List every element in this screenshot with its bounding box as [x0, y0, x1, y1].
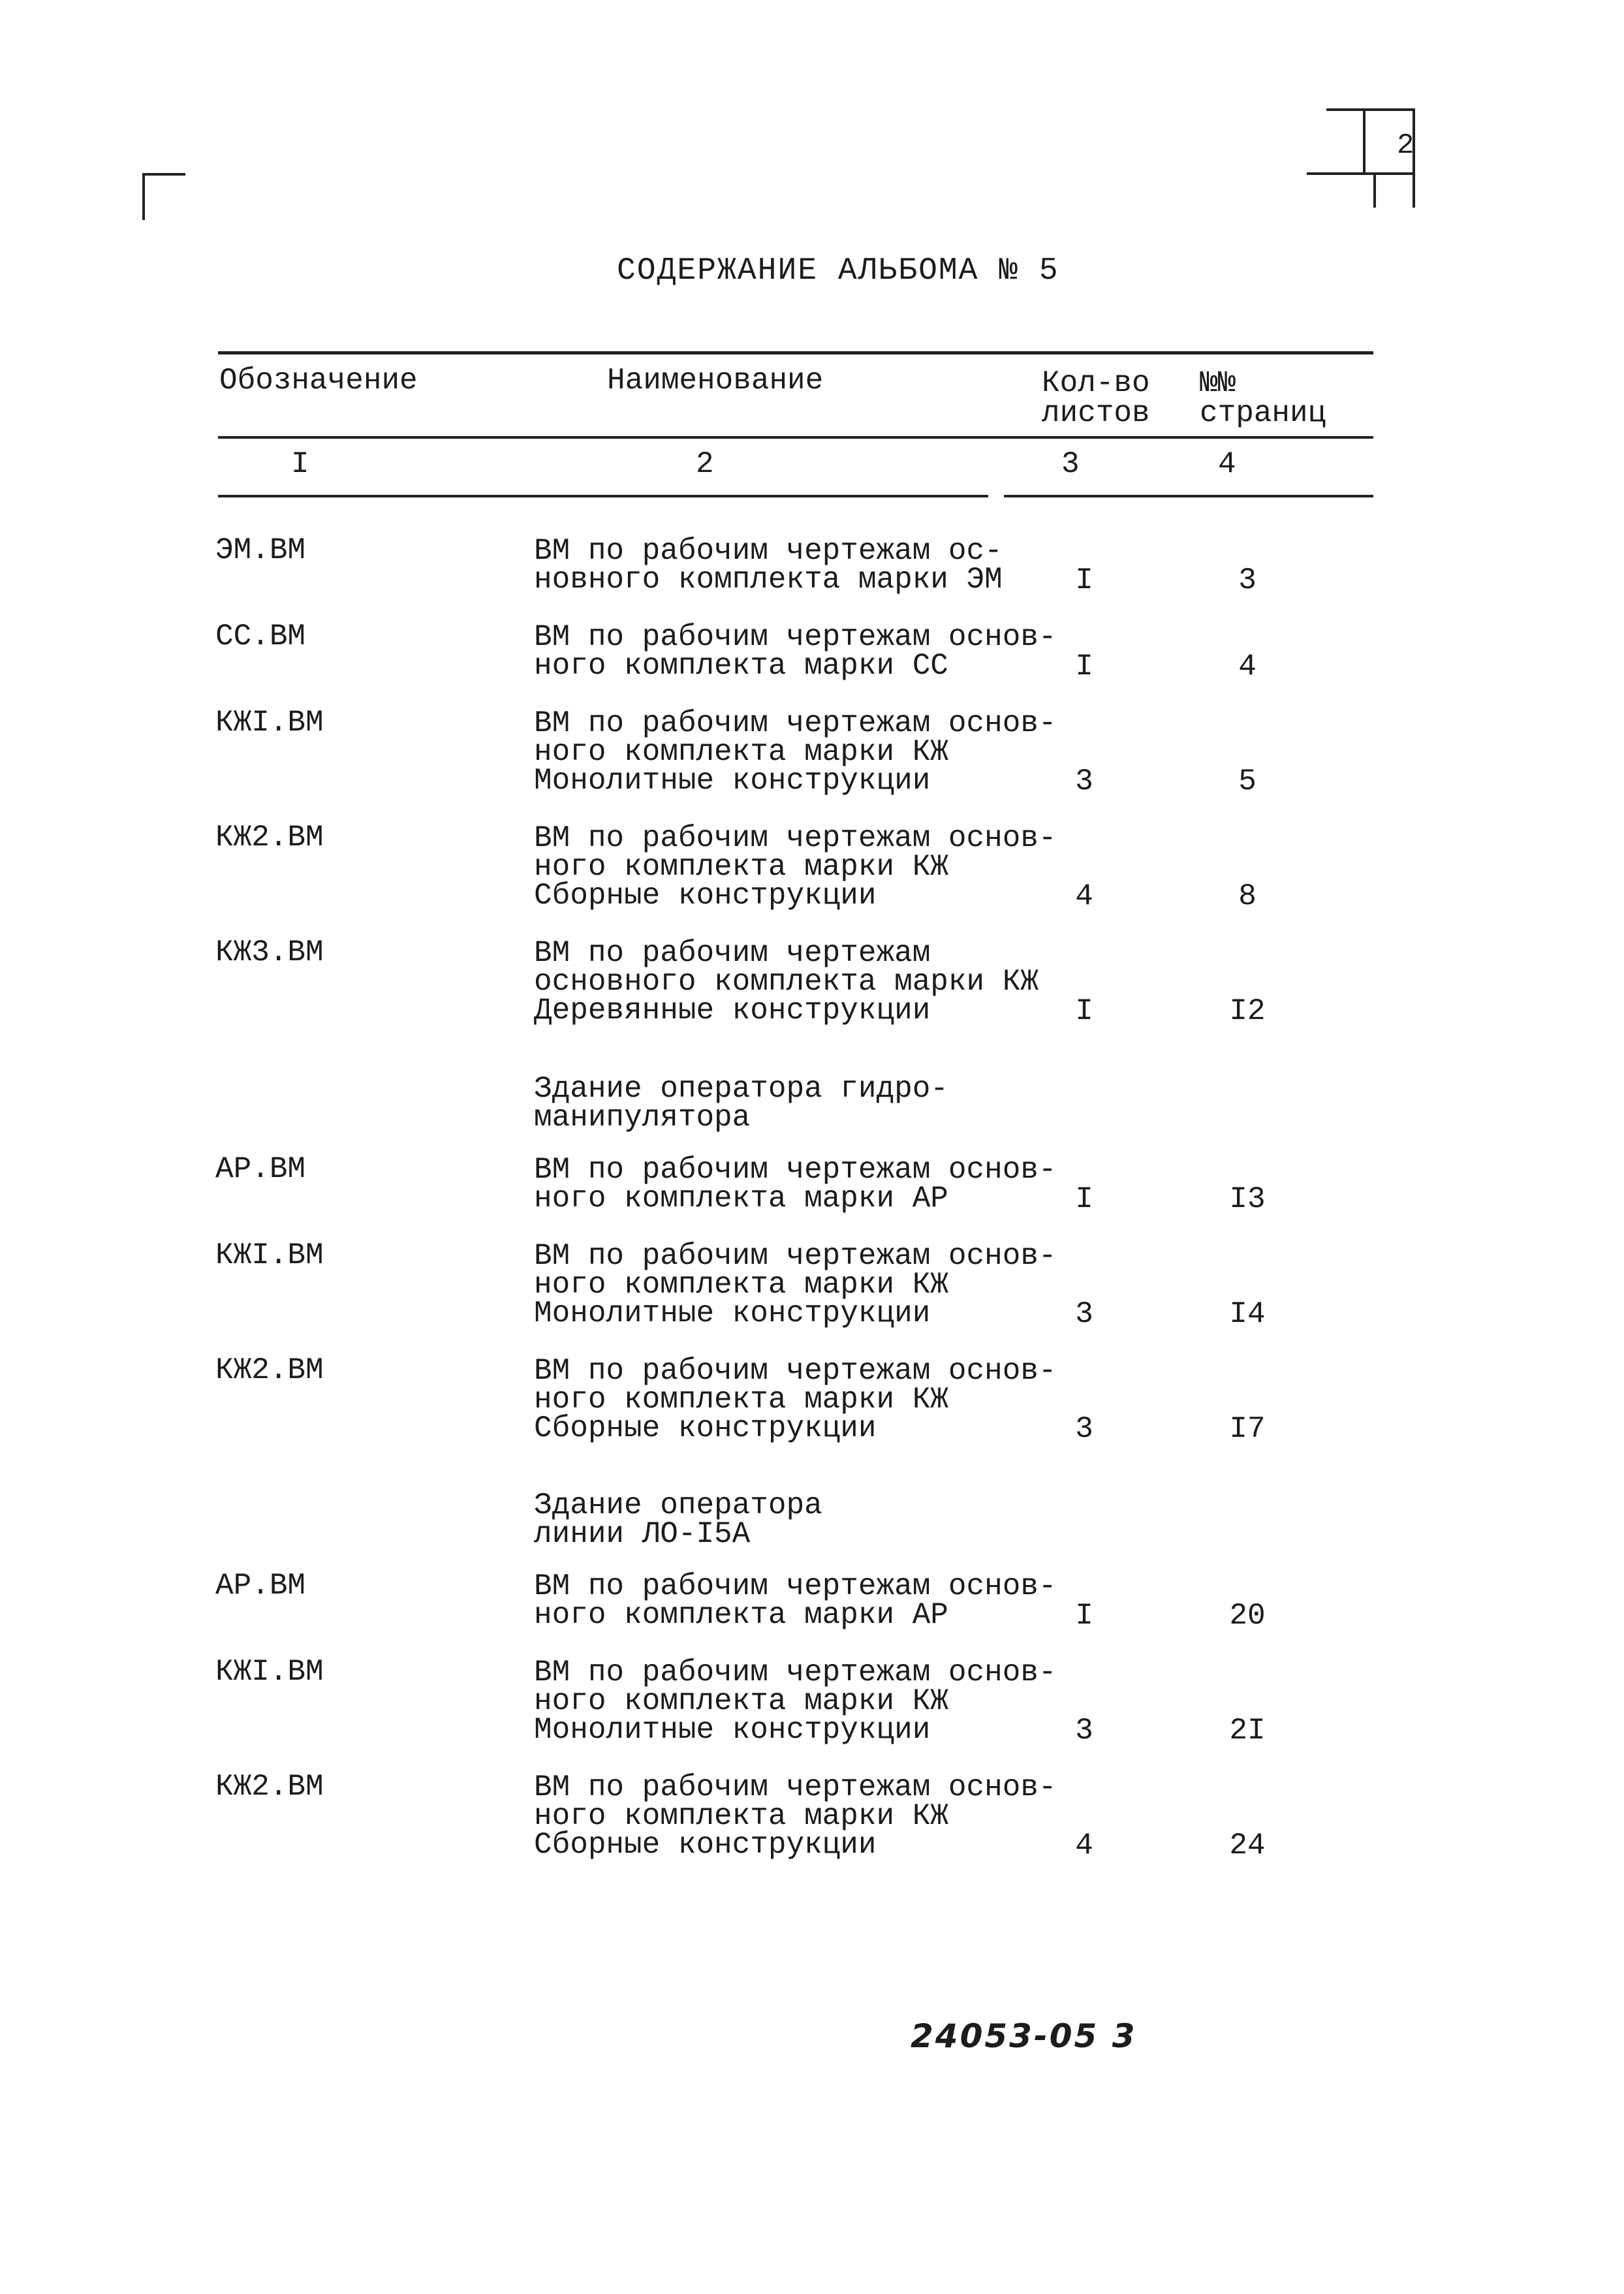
stamp-bottom-line	[1307, 172, 1415, 175]
document-code: 24053-05 3	[911, 2017, 1137, 2055]
row-pages: 3	[1238, 563, 1257, 597]
row-sheets: 3	[1075, 1297, 1093, 1331]
row-sheets: I	[1075, 650, 1093, 683]
row-sheets: 4	[1075, 879, 1093, 913]
header-designation: Обозначение	[219, 364, 418, 398]
row-code: АР.ВМ	[215, 1152, 306, 1186]
section-heading: Здание оператора гидро- манипулятора	[534, 1072, 948, 1135]
row-name: ВМ по рабочим чертежам основ- ного комплекта марки КЖ Сборные конструкции	[534, 1770, 1057, 1862]
column-number-3: 3	[1061, 447, 1080, 481]
row-code: КЖI.ВМ	[215, 1238, 324, 1272]
row-code: КЖI.ВМ	[215, 706, 324, 740]
row-code: КЖ2.ВМ	[215, 1770, 324, 1804]
row-pages: 8	[1238, 879, 1257, 913]
row-code: КЖI.ВМ	[215, 1655, 324, 1689]
row-pages: 5	[1238, 764, 1257, 798]
row-name: ВМ по рабочим чертежам основ- ного комплекта марки КЖ Сборные конструкции	[534, 1354, 1057, 1445]
row-sheets: 4	[1075, 1829, 1093, 1862]
row-code: КЖ3.ВМ	[215, 935, 324, 969]
header-name: Наименование	[607, 364, 824, 398]
row-name: ВМ по рабочим чертежам основ- ного комплекта марки АР	[534, 1569, 1057, 1632]
row-sheets: 3	[1075, 764, 1093, 798]
row-name: ВМ по рабочим чертежам основного комплекта марки КЖ Деревянные конструкции	[534, 936, 1038, 1028]
row-pages: 4	[1238, 650, 1257, 683]
header-bottom-rule	[218, 436, 1373, 439]
row-name: ВМ по рабочим чертежам основ- ного комплекта марки КЖ Сборные конструкции	[534, 821, 1057, 913]
row-pages: 24	[1229, 1829, 1266, 1862]
column-number-1: I	[291, 447, 309, 481]
header-pages: №№ страниц	[1200, 366, 1326, 430]
corner-mark-horizontal	[142, 173, 185, 176]
row-pages: I4	[1229, 1297, 1266, 1331]
row-name: ВМ по рабочим чертежам основ- ного комплекта марки СС	[534, 620, 1057, 683]
stamp-left-line	[1363, 108, 1366, 174]
page-number: 2	[1397, 129, 1414, 162]
row-sheets: 3	[1075, 1412, 1093, 1446]
row-sheets: I	[1075, 563, 1093, 597]
row-pages: 20	[1229, 1599, 1266, 1633]
column-number-2: 2	[696, 447, 714, 481]
column-number-4: 4	[1218, 447, 1236, 481]
row-code: КЖ2.ВМ	[215, 1353, 324, 1387]
row-name: ВМ по рабочим чертежам ос- новного комплекта марки ЭМ	[534, 534, 1003, 597]
row-sheets: I	[1075, 1182, 1093, 1216]
colnum-rule-right	[1004, 495, 1373, 497]
row-sheets: I	[1075, 994, 1093, 1028]
row-pages: 2I	[1229, 1714, 1266, 1748]
row-pages: I3	[1229, 1182, 1266, 1216]
row-name: ВМ по рабочим чертежам основ- ного комплекта марки КЖ Монолитные конструкции	[534, 1239, 1057, 1330]
row-pages: I2	[1229, 994, 1266, 1028]
row-sheets: I	[1075, 1599, 1093, 1633]
row-code: ЭМ.ВМ	[215, 533, 306, 567]
colnum-rule-left	[218, 495, 988, 497]
row-code: СС.ВМ	[215, 620, 306, 653]
page-title: СОДЕРЖАНИЕ АЛЬБОМА № 5	[617, 253, 1059, 289]
row-pages: I7	[1229, 1412, 1266, 1446]
row-name: ВМ по рабочим чертежам основ- ного комплекта марки КЖ Монолитные конструкции	[534, 1656, 1057, 1747]
stamp-top-line	[1326, 108, 1415, 111]
corner-mark-vertical	[142, 173, 145, 220]
row-code: КЖ2.ВМ	[215, 821, 324, 855]
row-sheets: 3	[1075, 1714, 1093, 1748]
header-sheets: Кол-во листов	[1042, 366, 1150, 430]
table-top-rule	[218, 351, 1373, 354]
row-code: АР.ВМ	[215, 1569, 306, 1603]
stamp-tick	[1373, 175, 1376, 208]
section-heading: Здание оператора линии ЛО-I5А	[534, 1488, 822, 1551]
row-name: ВМ по рабочим чертежам основ- ного комплекта марки АР	[534, 1153, 1057, 1216]
row-name: ВМ по рабочим чертежам основ- ного комплекта марки КЖ Монолитные конструкции	[534, 706, 1057, 798]
